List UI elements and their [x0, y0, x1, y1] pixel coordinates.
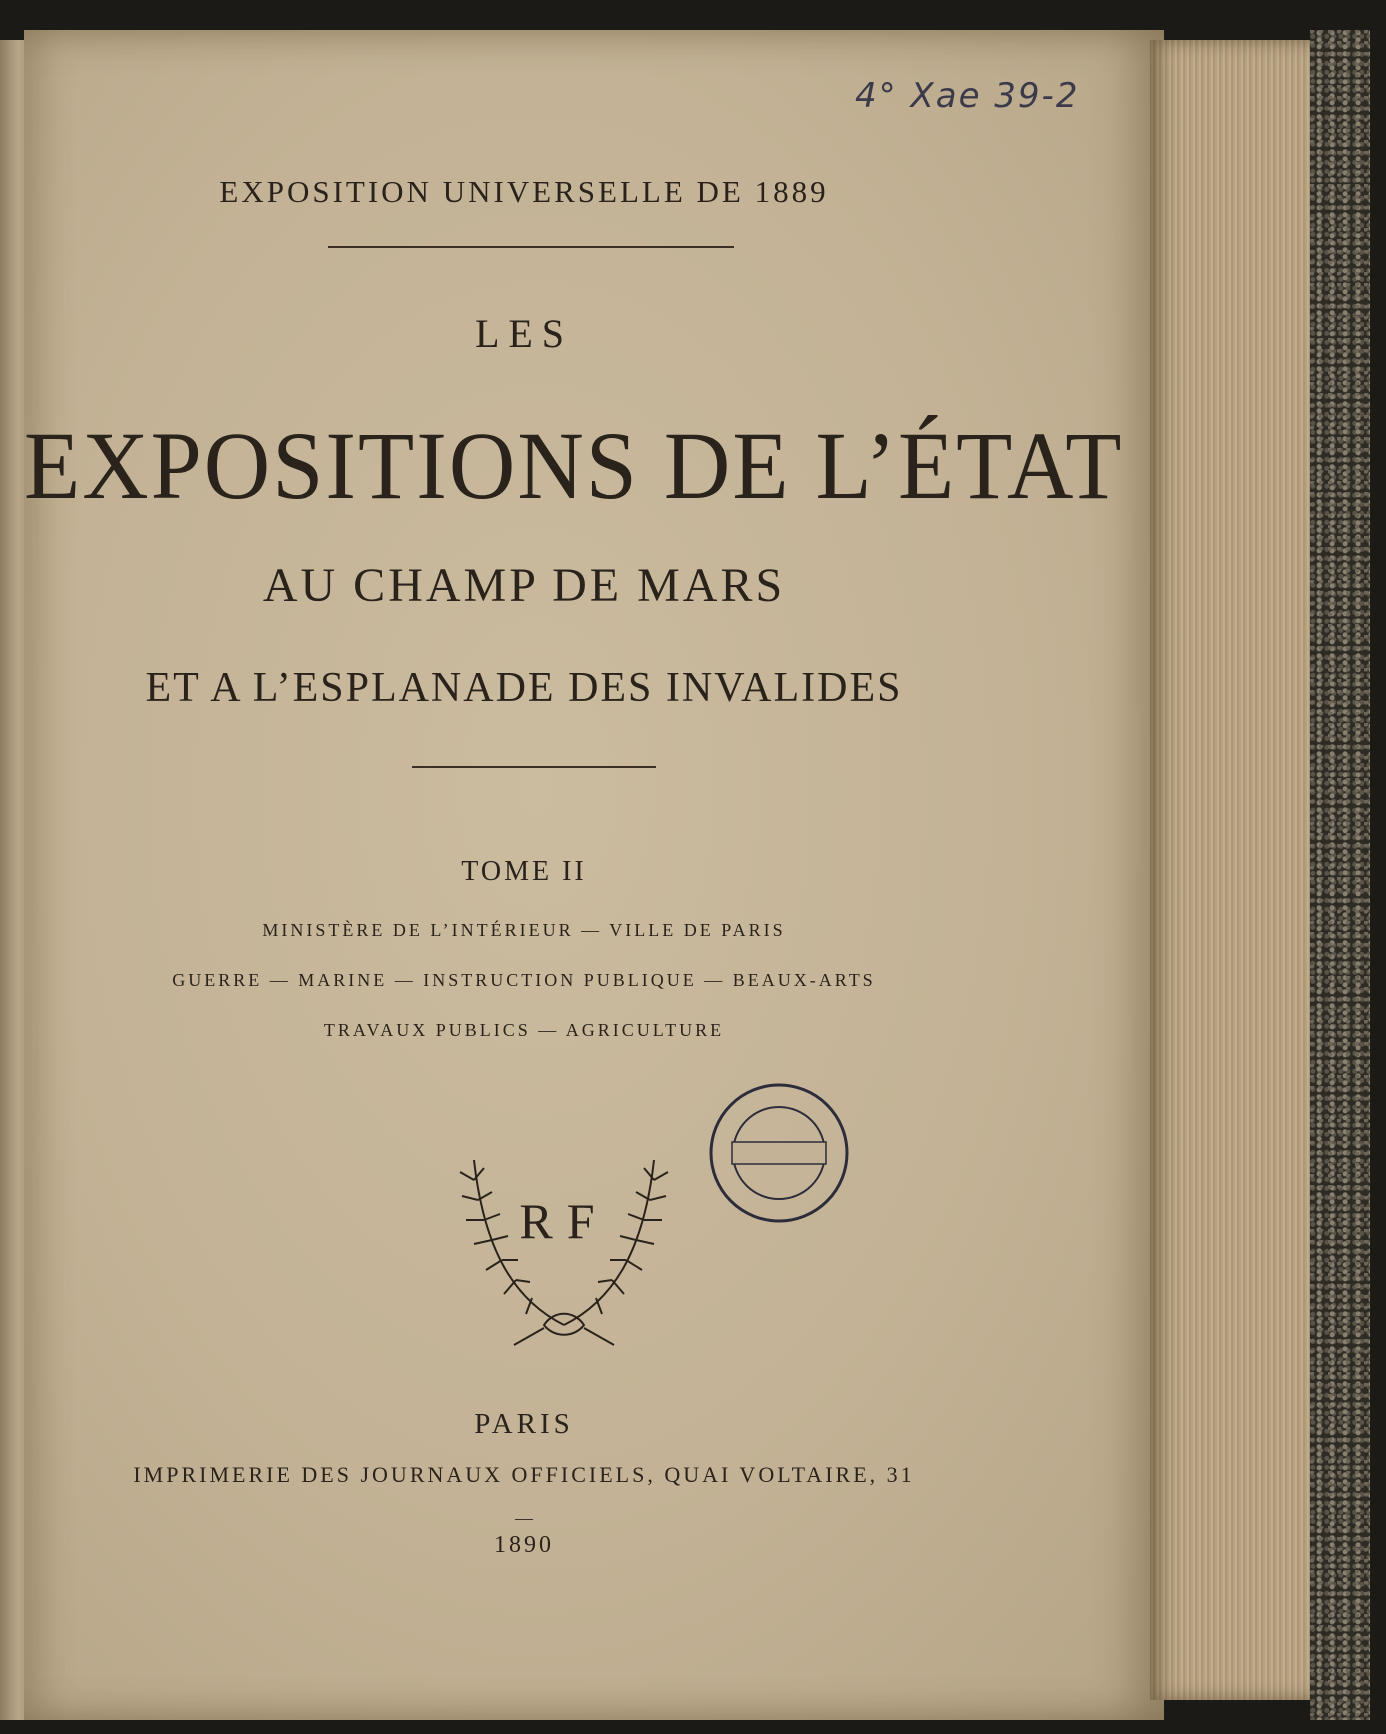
tome-number: TOME II: [461, 856, 587, 887]
imprint-city: PARIS: [474, 1408, 574, 1440]
printer-line: IMPRIMERIE DES JOURNAUX OFFICIELS, QUAI VOLTAIRE, 31: [133, 1462, 915, 1487]
marbled-board: [1310, 30, 1370, 1720]
page-edges: [1150, 40, 1320, 1700]
library-stamp: [706, 1080, 852, 1226]
subtitle-champ-de-mars: AU CHAMP DE MARS: [262, 559, 786, 612]
laurel-wreath-icon: [444, 1140, 684, 1360]
imprint-year: 1890: [494, 1532, 554, 1558]
subtitle-esplanade: ET A L’ESPLANADE DES INVALIDES: [145, 665, 903, 711]
exposition-line: EXPOSITION UNIVERSELLE DE 1889: [219, 174, 829, 209]
library-stamp-icon: [706, 1080, 852, 1226]
title-les: LES: [474, 311, 574, 356]
rule-top: [328, 246, 734, 248]
rf-monogram: RF: [519, 1193, 609, 1249]
imprint-dash: —: [515, 1508, 533, 1528]
title-block: [24, 30, 1124, 1680]
rf-laurel-emblem: [444, 1140, 684, 1360]
handwritten-shelfmark: 4° Xae 39-2: [855, 76, 1080, 116]
department-line: TRAVAUX PUBLICS — AGRICULTURE: [323, 1020, 725, 1040]
rule-middle: [412, 766, 656, 768]
department-line: MINISTÈRE DE L’INTÉRIEUR — VILLE DE PARIS: [262, 920, 786, 940]
main-title: EXPOSITIONS DE L’ÉTAT: [24, 412, 1124, 520]
department-line: GUERRE — MARINE — INSTRUCTION PUBLIQUE — BEAUX-ARTS: [172, 970, 876, 990]
